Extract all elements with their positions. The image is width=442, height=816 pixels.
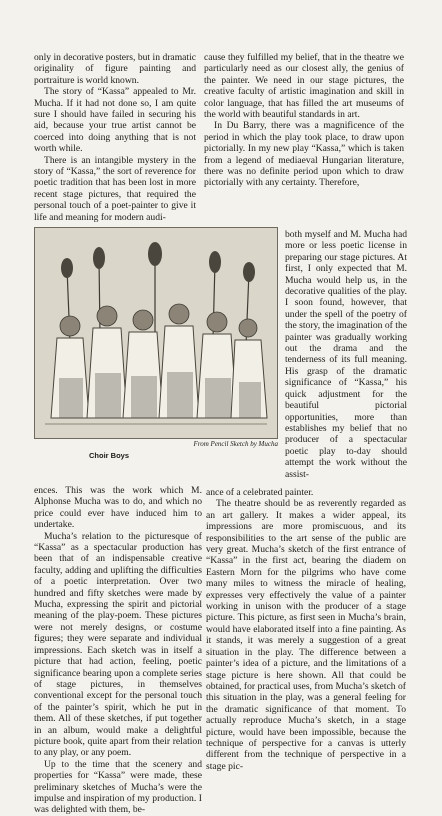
paragraph: In Du Barry, there was a magnificence of the period in which the play took place, to draw upon pictorially. In my new play “Kassa,” which is taken from a legend of mediaeval Hungarian literature, there was no definite period upon which to draw pictorially with any certainty. Therefore, xyxy=(204,120,404,189)
right-column-top xyxy=(204,52,404,189)
paragraph: The story of “Kassa” appealed to Mr. Mucha. If it had not done so, I am quite sure I should have failed in securing his aid, because your true artist cannot be coerced into doing anything that is not worth while. xyxy=(34,86,196,155)
pencil-sketch-image xyxy=(34,227,278,439)
paragraph: There is an intangible mystery in the story of “Kassa,” the sort of reverence for poetic tradition that has been lost in more recent stage pictures, that required the personal touch of a poet-painter to give it life and meaning for modern audi- xyxy=(34,154,196,223)
paragraph: both myself and M. Mucha had more or less poetic license in preparing our stage pictures. At first, I only expected that M. Mucha would help us, in the decorative qualities of the play. I soon found, however, that under the spell of the poetry of the story, the imagination of the painter was gradually working out the drama and the tenderness of its full meaning. His grasp of the dramatic significance of “Kassa,” his quick adjustment for the beautiful pictorial opportunities, more than establishes my belief that no producer of a spectacular poetic play to-day should attempt the work without the assist- xyxy=(285,229,407,480)
left-column-top xyxy=(34,52,196,223)
paragraph: ences. This was the work which M. Alphonse Mucha was to do, and which no price could ever have induced him to undertake. xyxy=(34,485,202,531)
paragraph: The theatre should be as reverently regarded as an art gallery. It makes a wider appeal, its impressions are more promiscuous, and its responsibilities to the art sense of the public are very great. Mucha’s sketch of the first entrance of “Kassa” in the first act, bearing the diadem on Eastern Morn for the pilgrims who have come many miles to witness the miracle of healing, expresses very effectively the value of a painter working in unison with the producer of a stage picture. This picture, as first seen in Mucha’s brain, would have elaborated itself into a fine painting. As it stands, it was merely a suggestion of a great situation in the play. The difference between a painter’s idea of a picture, and the limitations of a stage picture is here shown. All that could be obtained, for practical uses, from Mucha’s sketch of this situation in the play, was a general feeling for the dramatic significance of that moment. To actually reproduce Mucha’s sketch, in a stage picture, would have been impossible, because the technique of perspective for a canvas is utterly different from the technique of perspective in a stage pic- xyxy=(206,498,406,772)
paragraph: Up to the time that the scenery and properties for “Kassa” were made, these preliminary sketches of Mucha’s were the impulse and inspiration of my production. I was delighted with them, be- xyxy=(34,758,202,816)
figure-caption: Choir Boys xyxy=(88,451,129,460)
paragraph: Mucha’s relation to the picturesque of “Kassa” as a spectacular production has been that of an indispensable creative faculty, adding and uplifting the difficulties of a poetic interpretation. Over two hundred and fifty sketches were made by Mucha, expressing the spirit and pictorial meaning of the play-poem. These pictures were not merely designs, or costume figures; they were separate and individual impressions. Each sketch was in itself a picture that had action, feeling, poetic significance bearing upon a complete series of stage pictures, in themselves conventional except for the personal touch of the painter’s spirit, which he put in them. All of these sketches, if put together in an album, would make a delightful picture book, quite apart from their relation to any play, or any poem. xyxy=(34,530,202,759)
paragraph: only in decorative posters, but in dramatic originality of figure painting and portraiture is world known. xyxy=(34,52,196,86)
paragraph: cause they fulfilled my belief, that in the theatre we particularly need as our closest ally, the genius of the painter. We need in our stage pictures, the creative faculty of artistic imagination and skill in color language, that has filled the art museums of the world with beautiful standards in art. xyxy=(204,52,404,121)
paragraph: ance of a celebrated painter. xyxy=(206,487,314,498)
image-credit: From Pencil Sketch by Mucha xyxy=(193,440,278,448)
left-column-bottom xyxy=(34,485,202,816)
right-column-bottom xyxy=(206,487,406,772)
figure-choir-boys xyxy=(34,227,278,461)
choir-boys-sketch-drawing xyxy=(35,228,277,438)
right-column-middle xyxy=(285,229,407,480)
